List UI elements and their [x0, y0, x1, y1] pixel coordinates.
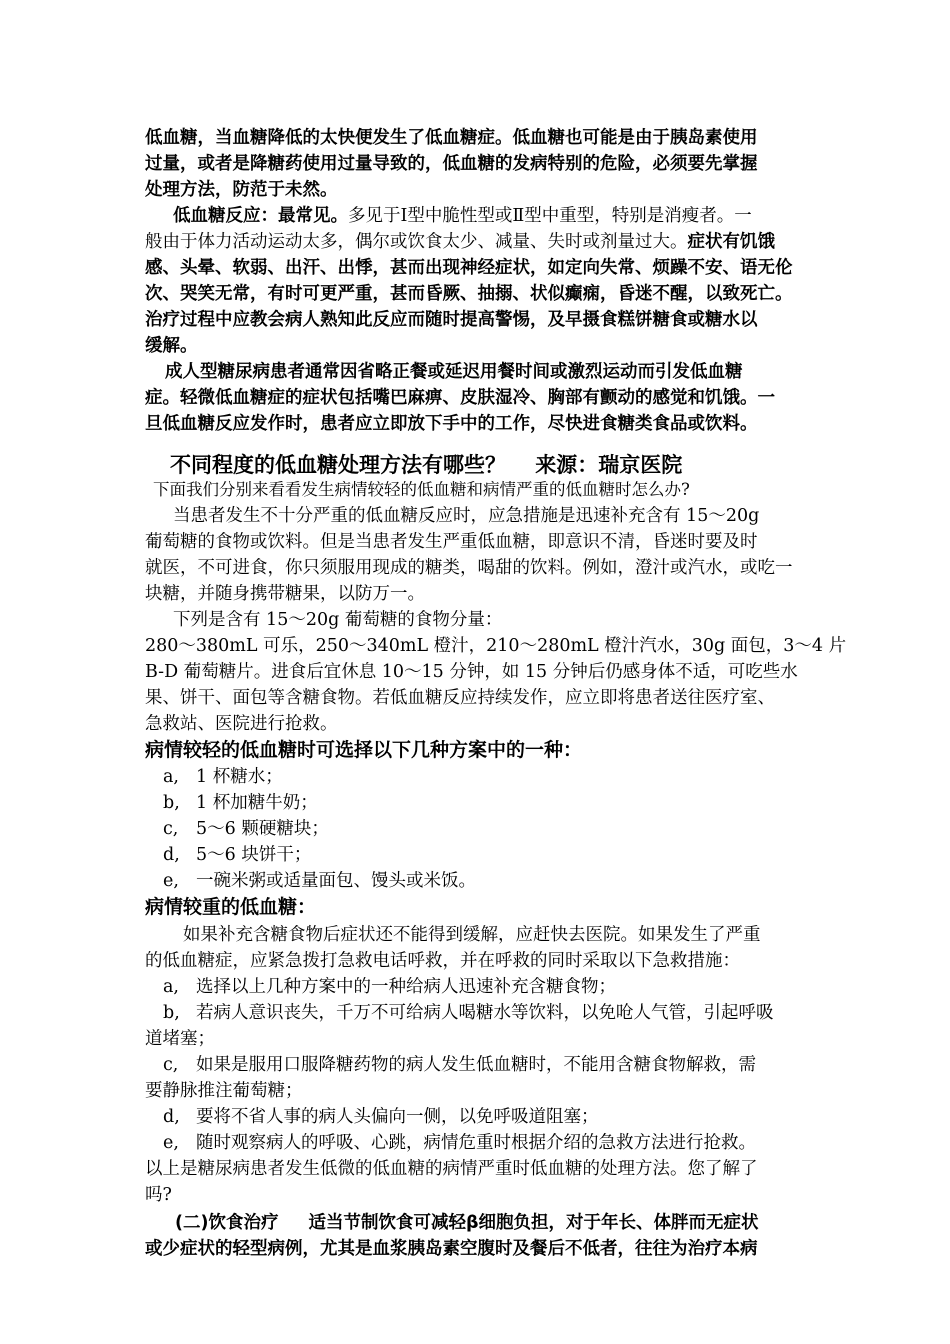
p5-line-3: 果、饼干、面包等含糖食物。若低血糖反应持续发作，应立即将患者送往医疗室、 [145, 688, 775, 708]
list-marker: c, [163, 1055, 179, 1075]
list-item [163, 816, 950, 842]
p2-line-5: 治疗过程中应教会病人熟知此反应而随时提高警惕，及早摄食糕饼糖食或糖水以 [145, 310, 758, 330]
p4-line-4: 块糖，并随身携带糖果，以防万一。 [145, 584, 425, 604]
p2-line-4: 次、哭笑无常，有时可更严重，甚而昏厥、抽搦、状似癫痫，昏迷不醒，以致死亡。 [145, 284, 793, 304]
list-text: 5～6 块饼干； [196, 845, 312, 865]
p3-line-1: 成人型糖尿病患者通常因省略正餐或延迟用餐时间或激烈运动而引发低血糖 [165, 362, 743, 382]
p2-bold-text: 症状有饥饿 [687, 232, 775, 252]
diet-line-2: 或少症状的轻型病例，尤其是血浆胰岛素空腹时及餐后不低者，往往为治疗本病 [145, 1239, 758, 1259]
list-item-continuation: 道堵塞； [145, 1029, 215, 1049]
closing-line-2: 吗? [145, 1185, 172, 1205]
p5-line-1: 280～380mL 可乐，250～340mL 橙汁，210～280mL 橙汁汽水，30g 面包，3～4 片 [145, 636, 847, 656]
p1-line-2: 过量，或者是降糖药使用过量导致的，低血糖的发病特别的危险，必须要先掌握 [145, 154, 758, 174]
p4-line-3: 就医，不可进食，你只须服用现成的糖类，喝甜的饮料。例如，澄汁或汽水，或吃一 [145, 558, 793, 578]
list-item [163, 974, 950, 1000]
list-text: 随时观察病人的呼吸、心跳，病情危重时根据介绍的急救方法进行抢救。 [196, 1133, 756, 1153]
closing-line-1: 以上是糖尿病患者发生低微的低血糖的病情严重时低血糖的处理方法。您了解了 [145, 1159, 758, 1179]
list-marker: d, [163, 845, 180, 865]
diet-line-1 [175, 1210, 950, 1236]
p2-text: 多见于Ⅰ型中脆性型或Ⅱ型中重型，特别是消瘦者。一 [348, 206, 752, 226]
p5-line-2: B-D 葡萄糖片。进食后宜休息 10～15 分钟，如 15 分钟后仍感身体不适，可吃些水 [145, 662, 798, 682]
list-marker: e, [163, 871, 179, 891]
p2-line-1 [173, 203, 950, 229]
list-item [163, 868, 950, 894]
p2-lead: 低血糖反应：最常见。 [173, 206, 348, 226]
p4-line-2: 葡萄糖的食物或饮料。但是当患者发生严重低血糖，即意识不清，昏迷时要及时 [145, 532, 758, 552]
list-item [163, 790, 950, 816]
list-item [163, 764, 950, 790]
list-item [163, 1052, 950, 1078]
p4-line-1: 当患者发生不十分严重的低血糖反应时，应急措施是迅速补充含有 15～20g [173, 506, 760, 526]
list-item-continuation: 要静脉推注葡萄糖； [145, 1081, 303, 1101]
list-marker: c, [163, 819, 179, 839]
list-item [163, 1104, 950, 1130]
list-text: 1 杯糖水； [196, 767, 283, 787]
list-item [163, 1130, 950, 1156]
list-marker: e, [163, 1133, 179, 1153]
list-text: 5～6 颗硬糖块； [196, 819, 329, 839]
list-text: 如果是服用口服降糖药物的病人发生低血糖时，不能用含糖食物解救，需 [196, 1055, 756, 1075]
severe-intro-line-2: 的低血糖症，应紧急拨打急救电话呼救，并在呼救的同时采取以下急救措施： [145, 951, 740, 971]
list-text: 若病人意识丧失，千万不可给病人喝糖水等饮料，以免呛人气管，引起呼吸 [196, 1003, 774, 1023]
severe-heading: 病情较重的低血糖： [145, 896, 317, 918]
list-text: 选择以上几种方案中的一种给病人迅速补充含糖食物； [196, 977, 616, 997]
list-marker: a, [163, 767, 179, 787]
p3-line-2: 症。轻微低血糖症的症状包括嘴巴麻痹、皮肤湿冷、胸部有颤动的感觉和饥饿。一 [145, 388, 775, 408]
list-marker: a, [163, 977, 179, 997]
intro-line: 下面我们分别来看看发生病情较轻的低血糖和病情严重的低血糖时怎么办? [153, 480, 690, 499]
p2-text: 般由于体力活动运动太多，偶尔或饮食太少、减量、失时或剂量过大。 [145, 232, 688, 252]
list-marker: b, [163, 793, 180, 813]
p5-lead: 下列是含有 15～20g 葡萄糖的食物分量： [173, 610, 503, 630]
list-item [163, 842, 950, 868]
list-text: 一碗米粥或适量面包、馒头或米饭。 [196, 871, 476, 891]
list-text: 要将不省人事的病人头偏向一侧，以免呼吸道阻塞； [196, 1107, 599, 1127]
p1-line-1: 低血糖，当血糖降低的太快便发生了低血糖症。低血糖也可能是由于胰岛素使用 [145, 128, 758, 148]
p2-line-2 [145, 229, 950, 255]
list-item [163, 1000, 950, 1026]
list-marker: b, [163, 1003, 180, 1023]
p2-line-6: 缓解。 [145, 336, 198, 356]
p1-line-3: 处理方法，防范于未然。 [145, 180, 338, 200]
list-text: 1 杯加糖牛奶； [196, 793, 318, 813]
list-marker: d, [163, 1107, 180, 1127]
severe-intro-line-1: 如果补充含糖食物后症状还不能得到缓解，应赶快去医院。如果发生了严重 [183, 925, 761, 945]
p2-line-3: 感、头晕、软弱、出汗、出悸，甚而出现神经症状，如定向失常、烦躁不安、语无伦 [145, 258, 793, 278]
diet-lead: (二)饮食治疗 [175, 1213, 279, 1233]
p3-line-3: 旦低血糖反应发作时，患者应立即放下手中的工作，尽快进食糖类食品或饮料。 [145, 414, 758, 434]
p5-line-4: 急救站、医院进行抢救。 [145, 714, 338, 734]
diet-text: 适当节制饮食可减轻β细胞负担，对于年长、体胖而无症状 [308, 1213, 759, 1233]
section-heading: 不同程度的低血糖处理方法有哪些？ 来源：瑞京医院 [170, 453, 683, 477]
mild-heading: 病情较轻的低血糖时可选择以下几种方案中的一种： [145, 739, 583, 761]
